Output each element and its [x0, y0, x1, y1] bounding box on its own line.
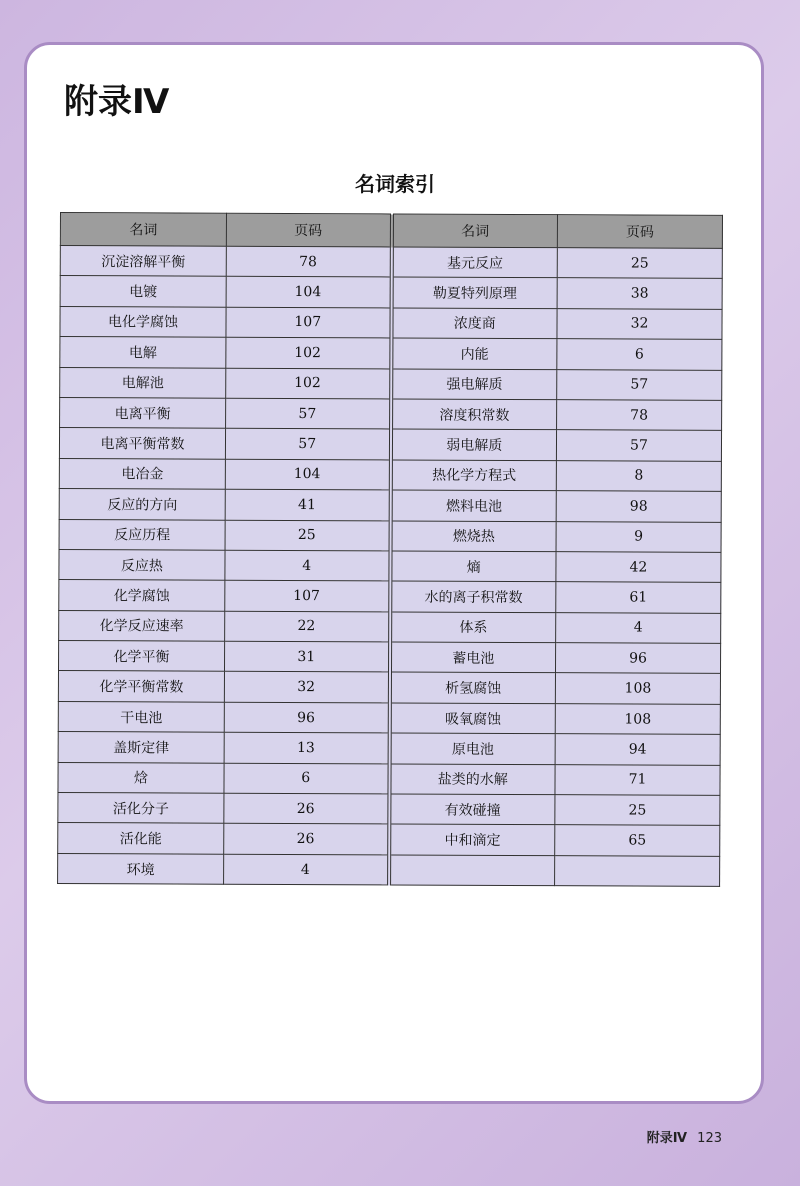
cell-page-left: 78 [226, 246, 391, 277]
cell-page-left: 4 [224, 854, 389, 885]
cell-page-left: 107 [225, 581, 390, 612]
cell-term-right: 内能 [391, 338, 557, 369]
cell-term-right: 蓄电池 [389, 642, 555, 673]
table-header-row [60, 213, 722, 249]
cell-term-right: 弱电解质 [390, 429, 556, 460]
cell-page-right: 65 [555, 825, 720, 856]
cell-page-left: 32 [224, 672, 389, 703]
cell-term-right: 中和滴定 [389, 824, 555, 855]
table-row [60, 337, 722, 370]
table-row [59, 519, 721, 552]
cell-term-right: 体系 [390, 612, 556, 643]
cell-page-left: 25 [225, 520, 390, 551]
cell-term-left: 电化学腐蚀 [60, 306, 226, 337]
cell-term-left: 反应的方向 [59, 489, 225, 520]
cell-page-left: 26 [224, 793, 389, 824]
cell-term-left: 化学平衡常数 [58, 671, 224, 702]
cell-page-right: 38 [557, 278, 722, 309]
cell-term-right: 热化学方程式 [390, 460, 556, 491]
cell-term-left: 化学平衡 [58, 641, 224, 672]
table-row [59, 428, 721, 461]
cell-term-left: 电解 [60, 337, 226, 368]
cell-term-left: 环境 [58, 853, 224, 884]
cell-page-right: 61 [556, 582, 721, 613]
cell-term-left: 电离平衡常数 [59, 428, 225, 459]
cell-page-right: 108 [555, 704, 720, 735]
cell-term-right: 原电池 [389, 733, 555, 764]
cell-page-left: 31 [224, 641, 389, 672]
table-row [60, 367, 722, 400]
table-row [59, 549, 721, 582]
cell-page-right [555, 855, 720, 886]
cell-page-right: 42 [556, 552, 721, 583]
cell-page-right: 98 [556, 491, 721, 522]
cell-page-right: 57 [556, 430, 721, 461]
table-row [60, 246, 722, 279]
cell-term-right: 有效碰撞 [389, 794, 555, 825]
cell-page-right: 6 [557, 339, 722, 370]
cell-page-right: 4 [556, 612, 721, 643]
cell-term-left: 化学腐蚀 [59, 580, 225, 611]
header-page-right: 页码 [557, 215, 722, 249]
cell-term-left: 沉淀溶解平衡 [60, 246, 226, 277]
term-index-table [57, 212, 723, 887]
cell-page-right: 108 [555, 673, 720, 704]
cell-page-left: 41 [225, 489, 390, 520]
cell-term-right: 勒夏特列原理 [391, 277, 557, 308]
cell-page-left: 26 [224, 824, 389, 855]
cell-term-left: 电解池 [60, 367, 226, 398]
table-body [58, 246, 723, 887]
cell-page-left: 4 [225, 550, 390, 581]
cell-term-left: 化学反应速率 [59, 610, 225, 641]
cell-term-right: 盐类的水解 [389, 764, 555, 795]
table-row [58, 823, 720, 856]
cell-term-left: 电离平衡 [60, 397, 226, 428]
cell-term-right: 析氢腐蚀 [389, 672, 555, 703]
cell-page-left: 22 [225, 611, 390, 642]
cell-page-left: 102 [226, 337, 391, 368]
cell-term-left: 活化能 [58, 823, 224, 854]
cell-page-right: 94 [555, 734, 720, 765]
appendix-title: 附录Ⅳ [64, 82, 170, 122]
cell-term-right: 基元反应 [391, 247, 557, 278]
table-row [58, 641, 720, 674]
cell-page-left: 96 [224, 702, 389, 733]
table-row [59, 610, 721, 643]
cell-term-right: 熵 [390, 551, 556, 582]
cell-page-left: 107 [226, 307, 391, 338]
cell-term-left: 电镀 [60, 276, 226, 307]
table-row [60, 276, 722, 309]
cell-term-right: 强电解质 [391, 369, 557, 400]
cell-term-left: 反应历程 [59, 519, 225, 550]
cell-term-left: 电冶金 [59, 458, 225, 489]
cell-page-right: 9 [556, 521, 721, 552]
cell-page-left: 102 [226, 368, 391, 399]
table-row [59, 580, 721, 613]
cell-page-left: 6 [224, 763, 389, 794]
page-footer [647, 1127, 722, 1146]
cell-page-right: 96 [555, 643, 720, 674]
cell-page-right: 78 [557, 400, 722, 431]
cell-term-left: 活化分子 [58, 793, 224, 824]
cell-term-left: 干电池 [58, 701, 224, 732]
table-row [59, 458, 721, 491]
table-row [60, 306, 722, 339]
cell-page-right: 32 [557, 308, 722, 339]
table-row [60, 397, 722, 430]
header-page-left: 页码 [226, 213, 391, 247]
cell-term-right: 燃烧热 [390, 520, 556, 551]
cell-term-right: 吸氧腐蚀 [389, 703, 555, 734]
table-title: 名词索引 [355, 172, 435, 196]
cell-term-right [389, 855, 555, 886]
cell-page-left: 57 [226, 398, 391, 429]
cell-term-right: 水的离子积常数 [390, 581, 556, 612]
cell-page-left: 104 [225, 459, 390, 490]
cell-page-left: 57 [225, 429, 390, 460]
footer-label: 附录Ⅳ [646, 1131, 688, 1146]
table-row [59, 489, 721, 522]
table-row [58, 701, 720, 734]
table-row [58, 793, 720, 826]
cell-page-right: 57 [557, 369, 722, 400]
header-term-left: 名词 [60, 213, 226, 247]
cell-term-right: 溶度积常数 [391, 399, 557, 430]
cell-term-left: 反应热 [59, 549, 225, 580]
cell-term-left: 盖斯定律 [58, 732, 224, 763]
cell-page-left: 104 [226, 277, 391, 308]
table-row [58, 853, 720, 886]
cell-page-right: 71 [555, 764, 720, 795]
header-term-right: 名词 [391, 214, 557, 248]
cell-page-right: 8 [556, 460, 721, 491]
cell-page-left: 13 [224, 732, 389, 763]
table-row [58, 671, 720, 704]
cell-term-left: 焓 [58, 762, 224, 793]
table-row [58, 732, 720, 765]
cell-page-right: 25 [557, 248, 722, 279]
cell-page-right: 25 [555, 795, 720, 826]
cell-term-right: 浓度商 [391, 308, 557, 339]
cell-term-right: 燃料电池 [390, 490, 556, 521]
page-number: 123 [697, 1131, 722, 1146]
table-row [58, 762, 720, 795]
